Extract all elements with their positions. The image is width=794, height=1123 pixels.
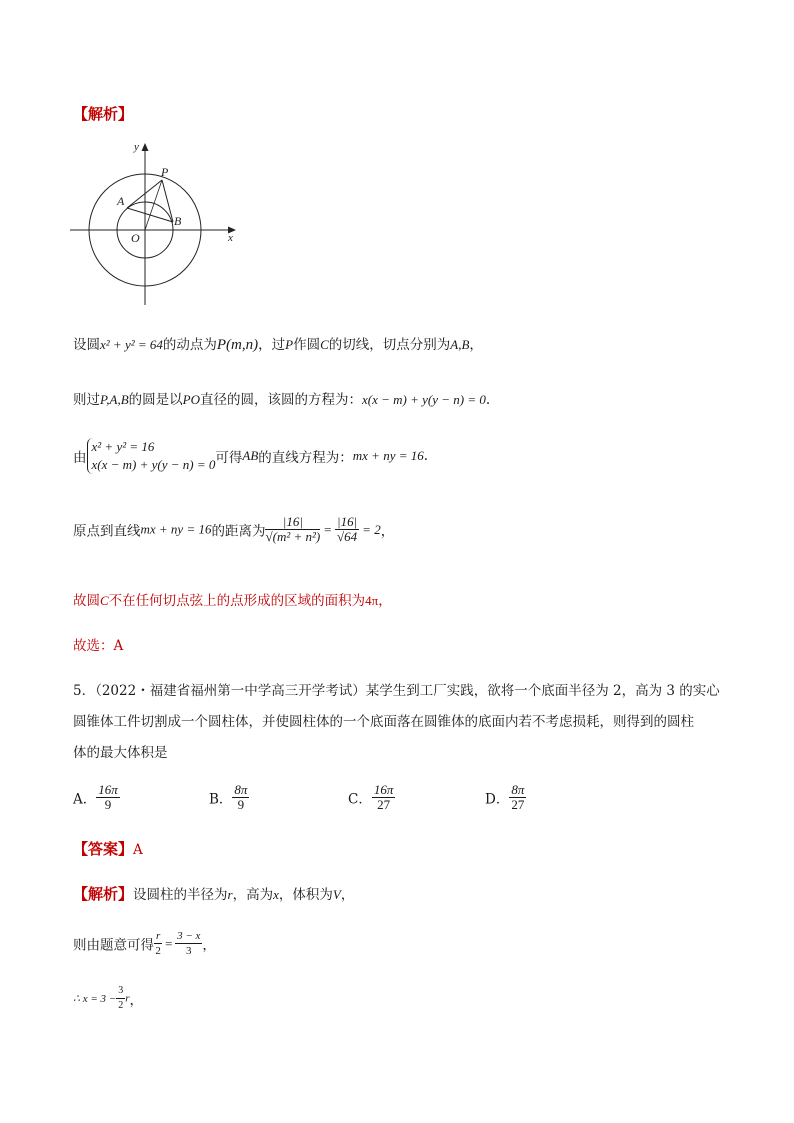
y-axis-arrow — [142, 143, 149, 151]
label-x: x — [228, 232, 233, 244]
choice-label: D． — [485, 791, 510, 808]
text: 由 — [73, 450, 87, 466]
choice-fraction — [372, 783, 396, 812]
text: 可得 — [215, 450, 243, 466]
text: 的距离为 — [211, 523, 266, 540]
text: 的切线，切点分别为 — [328, 337, 451, 353]
text: 的圆是以 — [128, 392, 183, 408]
choice-a[interactable] — [73, 783, 120, 812]
var-c: C — [100, 593, 109, 608]
answer-line — [73, 838, 143, 859]
fraction-numerator: 8π — [234, 782, 248, 797]
fraction-denominator: √64 — [337, 529, 358, 544]
choice-fraction — [509, 783, 526, 812]
answer-value: A — [133, 842, 143, 858]
solution-line-3 — [73, 438, 428, 474]
expression: ∴ x = 3 − — [73, 993, 117, 1005]
distance-fraction-2 — [335, 515, 359, 544]
circle-tangent-figure — [60, 135, 250, 310]
choice-fraction — [232, 783, 249, 812]
fraction-numerator: 16π — [373, 782, 394, 797]
text: . — [485, 392, 491, 408]
text: 直径的圆，该圆的方程为： — [200, 392, 362, 408]
label-b: B — [174, 214, 182, 228]
solution-line-1 — [73, 333, 483, 354]
question-5-line-2: 圆锥体工件切割成一个圆柱体，并使圆柱体的一个底面落在圆锥体的底面内若不考虑损耗，则得到的圆柱 — [73, 714, 694, 730]
fraction-denominator: √(m² + n²) — [265, 529, 321, 544]
text: 设圆柱的半径为 — [133, 887, 228, 903]
circle-equation: x(x − m) + y(y − n) = 0 — [362, 392, 486, 407]
ratio-fraction-2 — [175, 929, 202, 958]
var-po: PO — [182, 392, 200, 407]
var-x: x — [273, 887, 279, 902]
choice-d[interactable] — [485, 783, 526, 812]
text: . — [423, 448, 429, 464]
var-r: r — [227, 887, 233, 902]
line-equation: mx + ny = 16 — [352, 448, 424, 463]
var-p: P — [285, 337, 294, 352]
text: ，高为 — [232, 887, 274, 903]
line-equation: mx + ny = 16 — [140, 521, 212, 537]
question-source: （2022・福建省福州第一中学高三开学考试） — [95, 683, 366, 699]
text: ， — [202, 937, 216, 954]
question-5-line-1 — [73, 679, 720, 699]
fraction-denominator: 2 — [118, 1000, 124, 1011]
label-o: O — [131, 231, 140, 245]
fraction-denominator: 9 — [104, 797, 112, 812]
system-eq-2: x(x − m) + y(y − n) = 0 — [91, 457, 216, 472]
fraction-numerator: 3 − x — [177, 930, 201, 942]
fraction-numerator: 3 — [116, 984, 125, 999]
answer-tag: 【答案】 — [73, 840, 134, 858]
system-eq-1: x² + y² = 16 — [91, 439, 155, 454]
text: 故圆 — [73, 593, 100, 609]
fraction-denominator: 2 — [155, 945, 161, 957]
text: 的直线方程为： — [258, 450, 353, 466]
equation: x² + y² = 64 — [100, 337, 163, 352]
text: ， — [378, 593, 392, 609]
choice-label: A． — [73, 791, 97, 808]
fraction-numerator: |16| — [265, 515, 320, 530]
text: ， — [129, 992, 144, 1009]
text: 则由题意可得 — [73, 937, 154, 954]
choice-label: C． — [348, 791, 372, 808]
choice-b[interactable] — [209, 783, 249, 812]
analysis-line-2 — [73, 929, 216, 958]
area-value: 4π — [365, 593, 379, 608]
fraction-denominator: 3 — [185, 945, 192, 957]
section-tag-analysis: 【解析】 — [73, 105, 134, 123]
fraction-denominator: 27 — [511, 797, 525, 812]
point-p: P(m,n) — [216, 337, 259, 353]
equation-system — [87, 438, 216, 474]
analysis-line-3 — [73, 984, 143, 1013]
label-p: P — [161, 165, 169, 179]
result: = 2 — [362, 521, 381, 537]
question-5-line-3: 体的最大体积是 — [73, 745, 168, 761]
fraction-numerator: r — [156, 930, 161, 942]
analysis-tag: 【解析】 — [73, 885, 134, 903]
solution-line-5 — [73, 589, 392, 609]
var-v: V — [332, 887, 341, 902]
text: ， — [469, 337, 483, 353]
fraction-denominator: 27 — [377, 797, 391, 812]
fraction-numerator: |16| — [337, 514, 358, 529]
choice-c[interactable] — [348, 783, 395, 812]
text: 作圆 — [293, 337, 321, 353]
var-ab: A,B — [450, 337, 470, 352]
fraction-numerator: 8π — [511, 782, 525, 797]
text: 设圆 — [73, 337, 100, 353]
text: 原点到直线 — [73, 523, 141, 540]
question-text: 某学生到工厂实践，欲将一个底面半径为 2，高为 3 的实心 — [365, 683, 720, 699]
text: ， — [340, 887, 355, 903]
fraction-denominator: 9 — [237, 797, 245, 812]
text: 不在任何切点弦上的点形成的区域的面积为 — [108, 593, 366, 609]
label-a: A — [117, 194, 125, 208]
var-r: r — [125, 992, 130, 1005]
text: 则过 — [73, 392, 100, 408]
tangent-pb — [162, 180, 173, 222]
var-c: C — [320, 337, 329, 352]
var-pab: P,A,B — [100, 392, 129, 407]
text: ，过 — [258, 337, 286, 353]
solution-choice-line: 故选：A — [73, 638, 124, 654]
var-ab: AB — [242, 448, 259, 463]
text: ， — [380, 523, 395, 540]
segment-po — [145, 180, 162, 230]
coefficient-fraction — [116, 984, 125, 1013]
analysis-line-1 — [73, 883, 354, 904]
solution-line-2 — [73, 388, 490, 408]
equals-sign: = — [323, 521, 333, 537]
equals-sign: = — [164, 935, 174, 951]
text: 的动点为 — [162, 337, 217, 353]
fraction-numerator: 16π — [98, 782, 118, 797]
text: ，体积为 — [278, 887, 333, 903]
choice-fraction — [96, 783, 120, 812]
distance-fraction-1 — [265, 515, 320, 544]
label-y: y — [134, 141, 139, 153]
choice-label: B． — [209, 791, 233, 808]
question-number: 5． — [73, 683, 96, 699]
solution-line-4 — [73, 515, 394, 544]
